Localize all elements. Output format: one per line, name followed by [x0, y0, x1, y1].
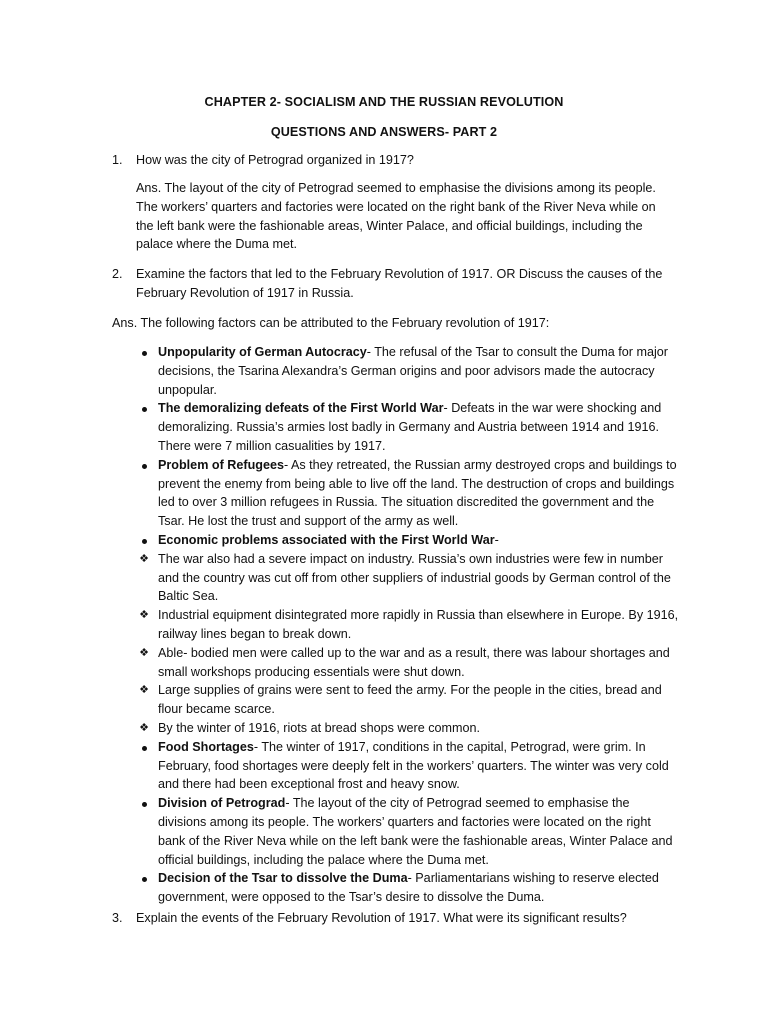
factor-text: - The refusal of the Tsar to consult the Duma for major decisions, the Tsarina Alexandra’s German origins and poor advisors made the autocracy unpopular.	[158, 345, 668, 397]
sub-point-item	[136, 550, 681, 606]
bullet-icon	[136, 738, 152, 757]
diamond-bullet-icon: ❖	[139, 684, 149, 697]
factor-text: - Parliamentarians wishing to reserve elected government, were opposed to the Tsar’s desire to dissolve the Duma.	[158, 871, 659, 905]
factor-title: Unpopularity of German Autocracy	[158, 345, 367, 359]
factor-title: Problem of Refugees	[158, 457, 284, 472]
factor-text: Able- bodied men were called up to the war and as a result, there was labour shortages and small workshops producing essentials were shut down.	[158, 645, 670, 679]
bullet-icon	[136, 794, 152, 813]
answer-2-intro: Ans. The following factors can be attributed to the February revolution of 1917:	[112, 316, 550, 330]
diamond-bullet-icon: ❖	[139, 646, 149, 659]
factor-text: - The winter of 1917, conditions in the capital, Petrograd, were grim. In February, food shortages were deeply felt in the workers’ quarters. The winter was very cold and there had been exceptional frost and heavy snow.	[158, 739, 669, 792]
factor-text: By the winter of 1916, riots at bread shops were common.	[158, 720, 481, 735]
sub-point-item	[136, 719, 681, 738]
factor-text: The war also had a severe impact on industry. Russia’s own industries were few in number and the country was cut off from other suppliers of industrial goods by German control of the Baltic Sea.	[158, 551, 671, 604]
bullet-icon	[136, 456, 152, 475]
factor-item	[136, 343, 681, 399]
factor-text: - As they retreated, the Russian army destroyed crops and buildings to prevent the enemy from being able to live off the land. The destruction of crops and buildings led to over 3 million refugees in Russia. The situation discredited the government and the Tsar. He lost the trust and support of the army as well.	[158, 457, 677, 529]
part-title: QUESTIONS AND ANSWERS- PART 2	[270, 125, 498, 139]
factor-item	[136, 794, 681, 869]
question-number: 1.	[112, 153, 123, 167]
factor-text: - Defeats in the war were shocking and demoralizing. Russia’s armies lost badly in Germany and Austria between 1914 and 1916. There were 7 million casualities by 1917.	[158, 401, 662, 453]
factor-title: Division of Petrograd	[158, 796, 286, 811]
factor-text: Large supplies of grains were sent to feed the army. For the people in the cities, bread and flour became scarce.	[158, 683, 662, 717]
bullet-icon	[136, 869, 152, 888]
diamond-bullet-icon: ❖	[139, 609, 149, 622]
factor-text: Industrial equipment disintegrated more rapidly in Russia than elsewhere in Europe. By 1916, railway lines began to break down.	[158, 608, 679, 641]
factor-title: Food Shortages	[158, 739, 254, 754]
factor-title: Economic problems associated with the First World War	[158, 532, 495, 547]
bullet-icon	[136, 531, 152, 550]
factor-item	[136, 869, 681, 907]
answer-1: Ans. The layout of the city of Petrograd seemed to emphasise the divisions among its people. The workers’ quarters and factories were located on the right bank of the River Neva while on the left bank were the fashionable areas, Winter Palace, and official buildings, including the palace where the Duma met.	[136, 181, 656, 252]
sub-point-item	[136, 644, 681, 682]
factor-text: -	[494, 532, 499, 547]
question-text: How was the city of Petrograd organized in 1917?	[136, 153, 414, 167]
question-text: Explain the events of the February Revolution of 1917. What were its significant results?	[136, 911, 627, 925]
factor-title: Decision of the Tsar to dissolve the Duma	[158, 871, 408, 886]
bullet-icon	[136, 399, 152, 418]
bullet-icon	[136, 343, 152, 362]
sub-point-item	[136, 606, 681, 644]
factor-item	[136, 456, 681, 531]
question-number: 2.	[112, 267, 123, 281]
sub-point-item	[136, 681, 681, 719]
factor-item	[136, 531, 681, 550]
question-text: Examine the factors that led to the February Revolution of 1917. OR Discuss the causes of the February Revolution of 1917 in Russia.	[136, 267, 663, 300]
factor-title: The demoralizing defeats of the First World War	[158, 401, 444, 416]
factor-item	[136, 738, 681, 794]
diamond-bullet-icon: ❖	[139, 721, 149, 734]
factor-item	[136, 399, 681, 455]
chapter-title: CHAPTER 2- SOCIALISM AND THE RUSSIAN REVOLUTION	[204, 95, 564, 109]
diamond-bullet-icon: ❖	[139, 552, 149, 565]
factor-text: - The layout of the city of Petrograd seemed to emphasise the divisions among its people. The workers’ quarters and factories were located on the right bank of the River Neva while on the left bank were the fashionable areas, Winter Palace and official buildings, including the palace where the Duma met.	[158, 796, 673, 867]
factor-list	[136, 343, 681, 907]
question-number: 3.	[112, 911, 123, 925]
